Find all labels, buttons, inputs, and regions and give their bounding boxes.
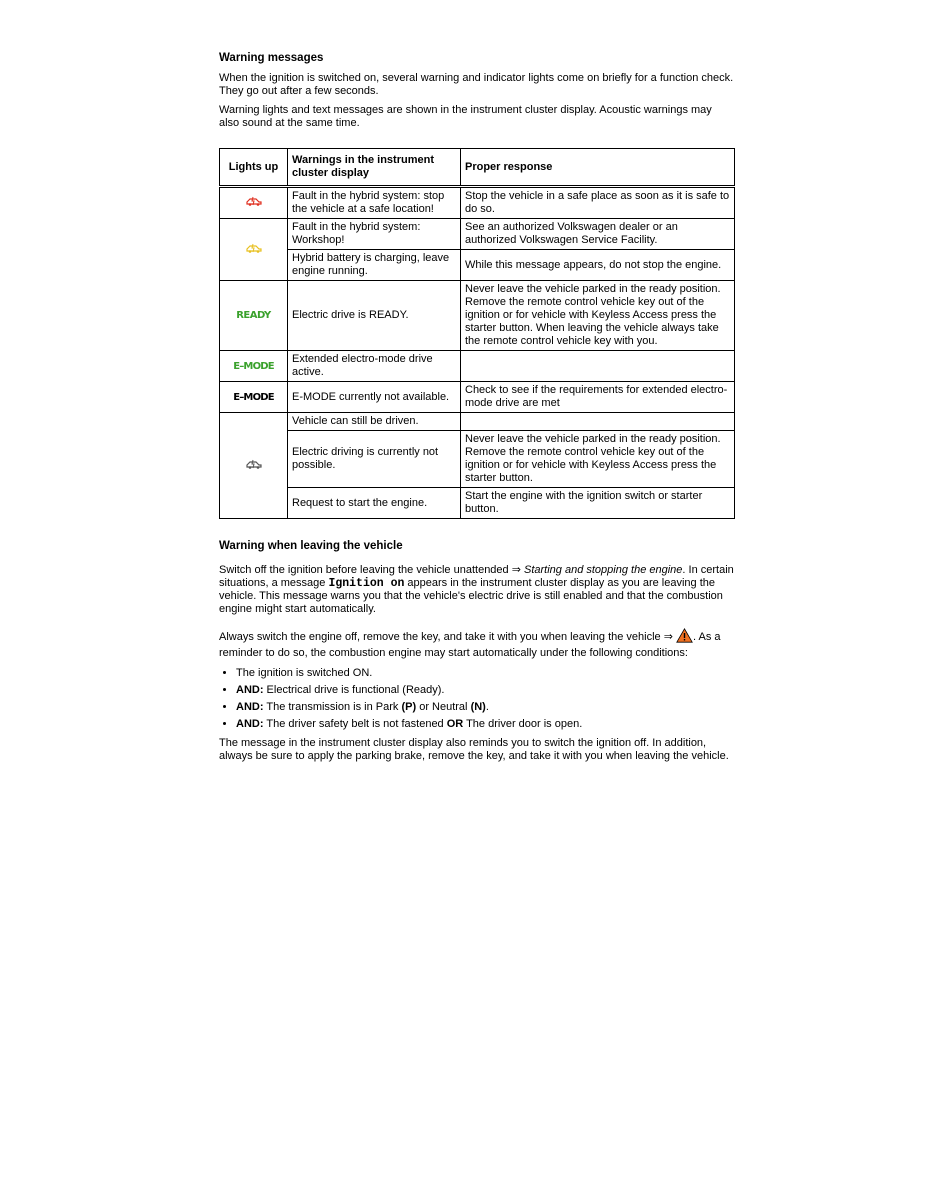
table-row <box>220 351 735 382</box>
warning-text: Hybrid battery is charging, leave engine running. <box>288 250 461 281</box>
section-title-warning-messages: Warning messages <box>219 52 324 64</box>
conditions-list <box>219 667 735 731</box>
response-text: Start the engine with the ignition switch or starter button. <box>461 488 735 519</box>
list-item: • The ignition is switched ON. <box>236 667 735 680</box>
response-text <box>461 351 735 382</box>
ready-icon: READY <box>220 281 288 351</box>
list-item: • AND: The driver safety belt is not fastened OR The driver door is open. <box>236 718 735 731</box>
table-row <box>220 382 735 413</box>
starting-stopping-link[interactable]: Starting and stopping the engine <box>524 564 683 576</box>
response-text <box>461 413 735 431</box>
paragraph-leaving-2: Always switch the engine off, remove the key, and take it with you when leaving the vehicle ⇒ . As a reminder to do so, the combustion engine may start automatically under the following conditions: <box>219 628 735 660</box>
warning-text: Request to start the engine. <box>288 488 461 519</box>
table-row <box>220 250 735 281</box>
response-text: Never leave the vehicle parked in the ready position. Remove the remote control vehicle key out of the ignition or for vehicle with Keyless Access press the starter button. <box>461 431 735 488</box>
warning-text: Electric driving is currently not possible. <box>288 431 461 488</box>
paragraph-intro-2: Warning lights and text messages are shown in the instrument cluster display. Acoustic warnings may also sound at the same time. <box>219 104 712 129</box>
paragraph-leaving-1: Switch off the ignition before leaving the vehicle unattended ⇒ Starting and stopping the engine. In certain situations, a message Ignition on appears in the instrument cluster display as you are leaving the vehicle. This message warns you that the vehicle's electric drive is still enabled and that the combustion engine might start automatically. <box>219 564 734 615</box>
response-text: Stop the vehicle in a safe place as soon as it is safe to do so. <box>461 187 735 219</box>
response-text: While this message appears, do not stop the engine. <box>461 250 735 281</box>
response-text: Check to see if the requirements for extended electro-mode drive are met <box>461 382 735 413</box>
warning-text: E-MODE currently not available. <box>288 382 461 413</box>
warning-text: Fault in the hybrid system: Workshop! <box>288 219 461 250</box>
table-row <box>220 431 735 488</box>
table-row <box>220 219 735 250</box>
table-row <box>220 281 735 351</box>
response-text: Never leave the vehicle parked in the ready position. Remove the remote control vehicle key out of the ignition or for vehicle with Keyless Access press the starter button. When leaving the vehicle always take the remote control vehicle key with you. <box>461 281 735 351</box>
header-lights-up: Lights up <box>220 149 288 187</box>
warning-lights-table <box>219 148 735 519</box>
table-row <box>220 187 735 219</box>
red-hybrid-warning-icon <box>220 187 288 219</box>
paragraph-leaving-3: The message in the instrument cluster display also reminds you to switch the ignition off. In addition, always be sure to apply the parking brake, remove the key, and take it with you when leaving the vehicle. <box>219 737 729 762</box>
ignition-on-message: Ignition on <box>328 577 405 590</box>
table-row <box>220 488 735 519</box>
response-text: See an authorized Volkswagen dealer or an authorized Volkswagen Service Facility. <box>461 219 735 250</box>
warning-text: Extended electro-mode drive active. <box>288 351 461 382</box>
warning-triangle-icon[interactable] <box>676 628 693 647</box>
emode-black-icon: E–MODE <box>220 382 288 413</box>
table-header-row <box>220 149 735 187</box>
electric-drive-car-icon <box>220 413 288 519</box>
header-warnings: Warnings in the instrument cluster display <box>288 149 461 187</box>
page-content <box>219 51 735 769</box>
yellow-hybrid-warning-icon <box>220 219 288 281</box>
list-item: • AND: Electrical drive is functional (Ready). <box>236 684 735 697</box>
warning-text: Electric drive is READY. <box>288 281 461 351</box>
warning-text: Vehicle can still be driven. <box>288 413 461 431</box>
paragraph-intro-1: When the ignition is switched on, several warning and indicator lights come on briefly for a function check. They go out after a few seconds. <box>219 72 734 97</box>
section-leaving-vehicle <box>219 539 735 763</box>
warning-text: Fault in the hybrid system: stop the vehicle at a safe location! <box>288 187 461 219</box>
header-proper-response: Proper response <box>461 149 735 187</box>
table-row <box>220 413 735 431</box>
emode-green-icon: E–MODE <box>220 351 288 382</box>
section-title-leaving-vehicle: Warning when leaving the vehicle <box>219 540 403 552</box>
list-item: • AND: The transmission is in Park (P) or Neutral (N). <box>236 701 735 714</box>
